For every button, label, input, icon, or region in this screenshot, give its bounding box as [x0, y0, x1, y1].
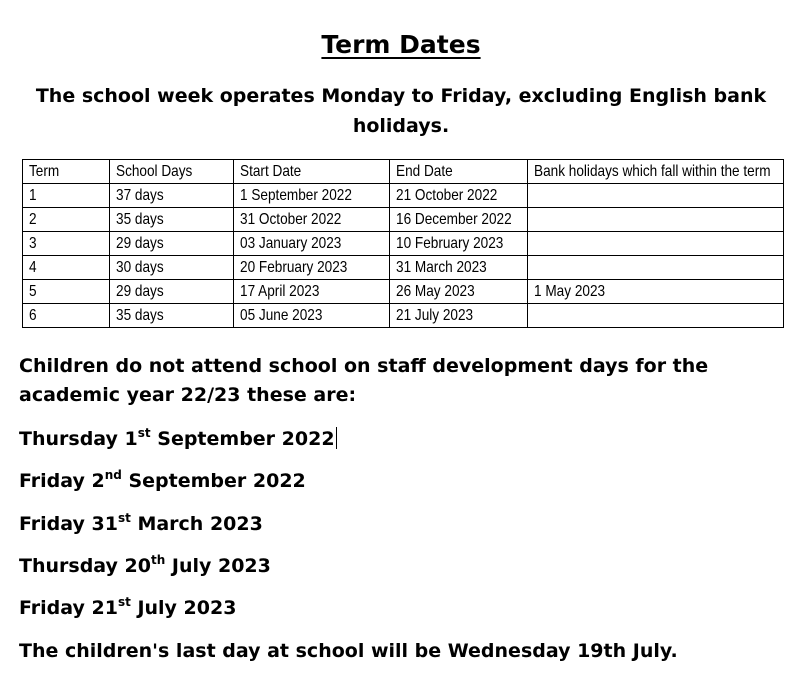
- term-dates-table: [22, 159, 784, 328]
- cell-end-date: 31 March 2023: [390, 256, 528, 280]
- table-row: [23, 232, 784, 256]
- cell-school-days: 29 days: [110, 232, 234, 256]
- cell-start-date: 20 February 2023: [234, 256, 390, 280]
- staff-development-intro: Children do not attend school on staff development days for the academic year 22/23 these are:: [19, 355, 709, 406]
- cell-term: 4: [23, 256, 110, 280]
- cell-bank-holidays: [528, 184, 784, 208]
- staff-day-rest: September 2022: [121, 470, 306, 492]
- cell-bank-holidays: [528, 208, 784, 232]
- staff-day-rest: July 2023: [130, 597, 237, 619]
- header-term: Term: [23, 160, 110, 184]
- cell-school-days: 35 days: [110, 208, 234, 232]
- page-title: Term Dates: [321, 30, 481, 59]
- header-start-date: Start Date: [234, 160, 390, 184]
- ordinal-suffix: st: [117, 595, 131, 609]
- cell-end-date: 21 October 2022: [390, 184, 528, 208]
- staff-day-prefix: Thursday 20: [19, 555, 151, 577]
- cell-term: 5: [23, 280, 110, 304]
- ordinal-suffix: nd: [104, 468, 122, 482]
- staff-day-prefix: Thursday 1: [19, 428, 138, 450]
- ordinal-suffix: st: [117, 511, 131, 525]
- staff-day-prefix: Friday 2: [19, 470, 105, 492]
- table-header-row: [23, 160, 784, 184]
- text-cursor: [336, 427, 337, 449]
- cell-end-date: 21 July 2023: [390, 304, 528, 328]
- cell-start-date: 03 January 2023: [234, 232, 390, 256]
- cell-start-date: 31 October 2022: [234, 208, 390, 232]
- staff-day-item: [19, 596, 236, 620]
- header-bank-holidays: Bank holidays which fall within the term: [528, 160, 784, 184]
- cell-term: 3: [23, 232, 110, 256]
- table-row: [23, 208, 784, 232]
- cell-start-date: 17 April 2023: [234, 280, 390, 304]
- header-school-days: School Days: [110, 160, 234, 184]
- cell-start-date: 05 June 2023: [234, 304, 390, 328]
- cell-school-days: 30 days: [110, 256, 234, 280]
- cell-bank-holidays: 1 May 2023: [528, 280, 784, 304]
- last-day-notice: The children's last day at school will be Wednesday 19th July.: [19, 640, 678, 662]
- staff-day-item: [19, 512, 263, 536]
- cell-school-days: 37 days: [110, 184, 234, 208]
- cell-end-date: 16 December 2022: [390, 208, 528, 232]
- header-end-date: End Date: [390, 160, 528, 184]
- staff-day-rest: September 2022: [150, 428, 335, 450]
- staff-day-item: [19, 469, 306, 493]
- cell-bank-holidays: [528, 304, 784, 328]
- cell-term: 1: [23, 184, 110, 208]
- week-operation-note: The school week operates Monday to Friday, excluding English bank holidays.: [35, 85, 767, 137]
- ordinal-suffix: th: [150, 553, 166, 567]
- staff-day-rest: March 2023: [130, 513, 263, 535]
- cell-term: 2: [23, 208, 110, 232]
- cell-bank-holidays: [528, 256, 784, 280]
- staff-day-rest: July 2023: [165, 555, 271, 577]
- cell-school-days: 35 days: [110, 304, 234, 328]
- cell-bank-holidays: [528, 232, 784, 256]
- ordinal-suffix: st: [137, 426, 151, 440]
- table-row: [23, 280, 784, 304]
- staff-day-item: [19, 427, 337, 451]
- table-row: [23, 304, 784, 328]
- cell-start-date: 1 September 2022: [234, 184, 390, 208]
- cell-school-days: 29 days: [110, 280, 234, 304]
- table-row: [23, 256, 784, 280]
- cell-term: 6: [23, 304, 110, 328]
- cell-end-date: 10 February 2023: [390, 232, 528, 256]
- staff-day-prefix: Friday 21: [19, 597, 118, 619]
- cell-end-date: 26 May 2023: [390, 280, 528, 304]
- staff-day-item: [19, 554, 271, 578]
- staff-day-prefix: Friday 31: [19, 513, 118, 535]
- table-row: [23, 184, 784, 208]
